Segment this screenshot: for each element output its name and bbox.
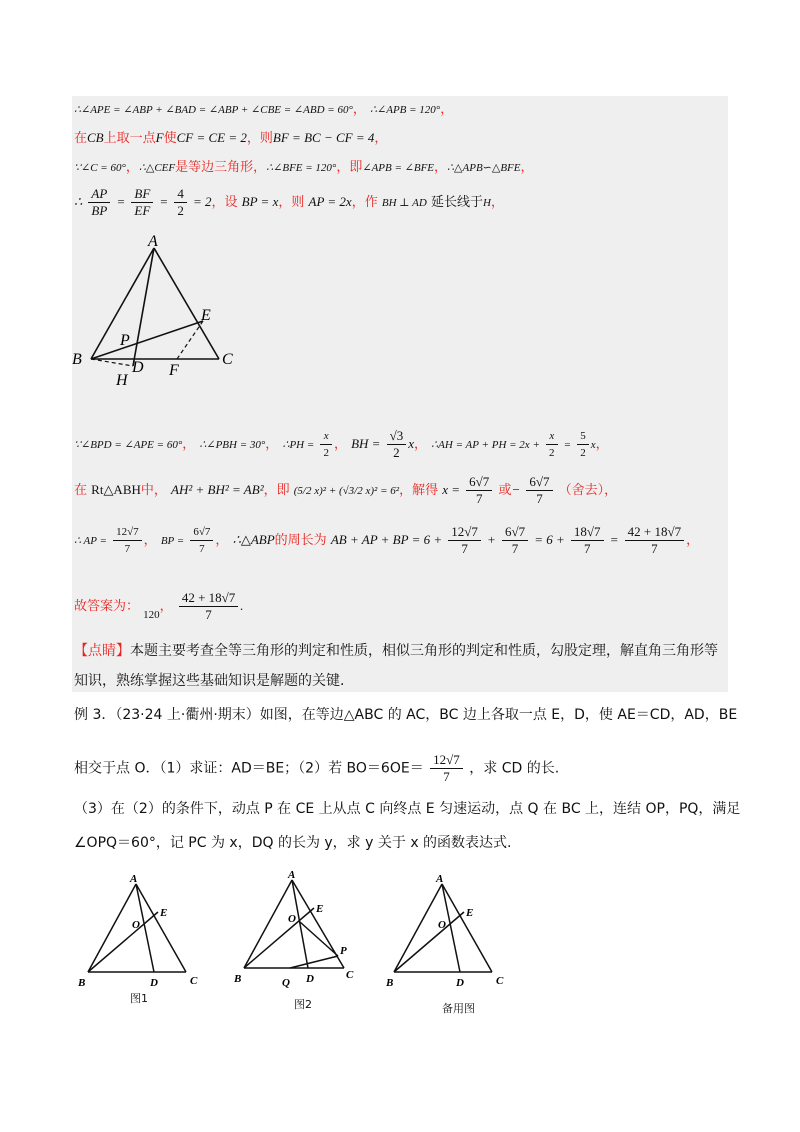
label-O: O [438,919,446,931]
label-B: B [386,977,394,989]
figure-2-caption: 图2 [294,998,312,1011]
solution-line-2: 在CB上取一点F使CF = CE = 2，则BF = BC − CF = 4， [74,130,388,146]
comment-block [74,636,724,696]
answer-line: 故答案为： $_{120}$， $\frac{42 + 18√7}{7}$ . [74,590,244,622]
label-B: B [78,977,86,989]
label-O: O [288,913,296,925]
label-O: O [132,919,140,931]
label-C: C [346,969,354,981]
label-P: P [340,945,347,957]
label-A: A [148,233,158,250]
example-line-1: 例 3．（23·24 上·衢州·期末）如图，在等边△ABC 的 AC，BC 边上各取一点 E，D，使 AE＝CD，AD，BE [74,707,738,723]
label-B: B [72,351,82,368]
example-line-3: （3）在（2）的条件下，动点 P 在 CE 上从点 C 向终点 E 匀速运动，点 Q 在 BC 上，连结 OP，PQ，满足 [74,801,741,817]
label-D: D [132,359,144,376]
geometry-figure-main [64,232,254,392]
fraction-4-2: $\frac{4}{2}$ [174,186,187,219]
label-C: C [222,351,233,368]
label-F: F [169,362,179,379]
label-E: E [201,307,211,324]
figure-2 [230,868,370,998]
label-B: B [234,973,242,985]
label-D: D [150,977,158,989]
label-E: E [316,903,324,915]
label-Q: Q [282,977,290,989]
label-C: C [190,975,198,987]
figure-3-caption: 备用图 [442,1002,475,1015]
figure-1-caption: 图1 [130,992,148,1005]
label-P: P [120,332,130,349]
solution-line-3: ∵∠C = 60°，∴△CEF是等边三角形，∴∠BFE = 120°，即∠APB = ∠BFE，∴△APB∽△BFE， [74,160,534,175]
solution-line-5: ∵∠BPD = ∠APE = 60°， ∴∠PBH = 30°， ∴PH = $\frac{x}{2}$ ， BH = $\frac{√3}{2}$ x， ∴AH = AP + PH = 2x + $\frac{x}{2}$ = $\frac{5}{2}$ x， [74,428,609,460]
label-D: D [456,977,464,989]
label-E: E [160,907,168,919]
solution-line-7: ∴ AP = $\frac{12√7}{7}$ ， BP = $\frac{6√7}{7}$ ， ∴△ABP的周长为 AB + AP + BP = 6 + $\frac{12√7}{7}$ + $\frac{6√7}{7}$ = 6 + $\frac{18√7}{7}$ = $\frac{42 + 18√7}{7}$ ， [74,524,700,556]
label-E: E [466,907,474,919]
solution-line-4: ∴ $\frac{AP}{BP}$ = $\frac{BF}{EF}$ = $\frac{4}{2}$ = 2，设 BP = x，则 AP = 2x，作 BH ⊥ AD 延长线于H， [74,186,504,218]
solution-line-6: 在 Rt△ABH中， AH² + BH² = AB²，即 (5/2 x)² + (√3/2 x)² = 6²，解得 x = $\frac{6√7}{7}$ 或− $\frac{6√7}{7}$ （舍去）， [74,474,618,506]
label-C: C [496,975,504,987]
figure-1 [74,868,224,998]
example-line-2: 相交于点 O．（1）求证：AD＝BE；（2）若 BO＝6OE＝ $\frac{12√7}{7}$ ，求 CD 的长. [74,752,560,784]
comment-tag: 【点睛】 [74,643,130,659]
solution-line-1: ∴∠APE = ∠ABP + ∠BAD = ∠ABP + ∠CBE = ∠ABD = 60°， ∴∠APB = 120°， [74,102,454,117]
label-A: A [436,873,444,885]
fraction-ap-bp: $\frac{AP}{BP}$ [88,186,110,219]
fraction-bf-ef: $\frac{BF}{EF}$ [131,186,153,219]
label-A: A [130,873,138,885]
label-H: H [116,372,128,389]
comment-text: 本题主要考查全等三角形的判定和性质，相似三角形的判定和性质，勾股定理，解直角三角形等知识，熟练掌握这些基础知识是解题的关键. [74,643,718,689]
label-A: A [288,869,296,881]
label-D: D [306,973,314,985]
figure-3 [380,868,530,998]
example-line-4: ∠OPQ＝60°，记 PC 为 x，DQ 的长为 y，求 y 关于 x 的函数表达式. [74,835,512,851]
